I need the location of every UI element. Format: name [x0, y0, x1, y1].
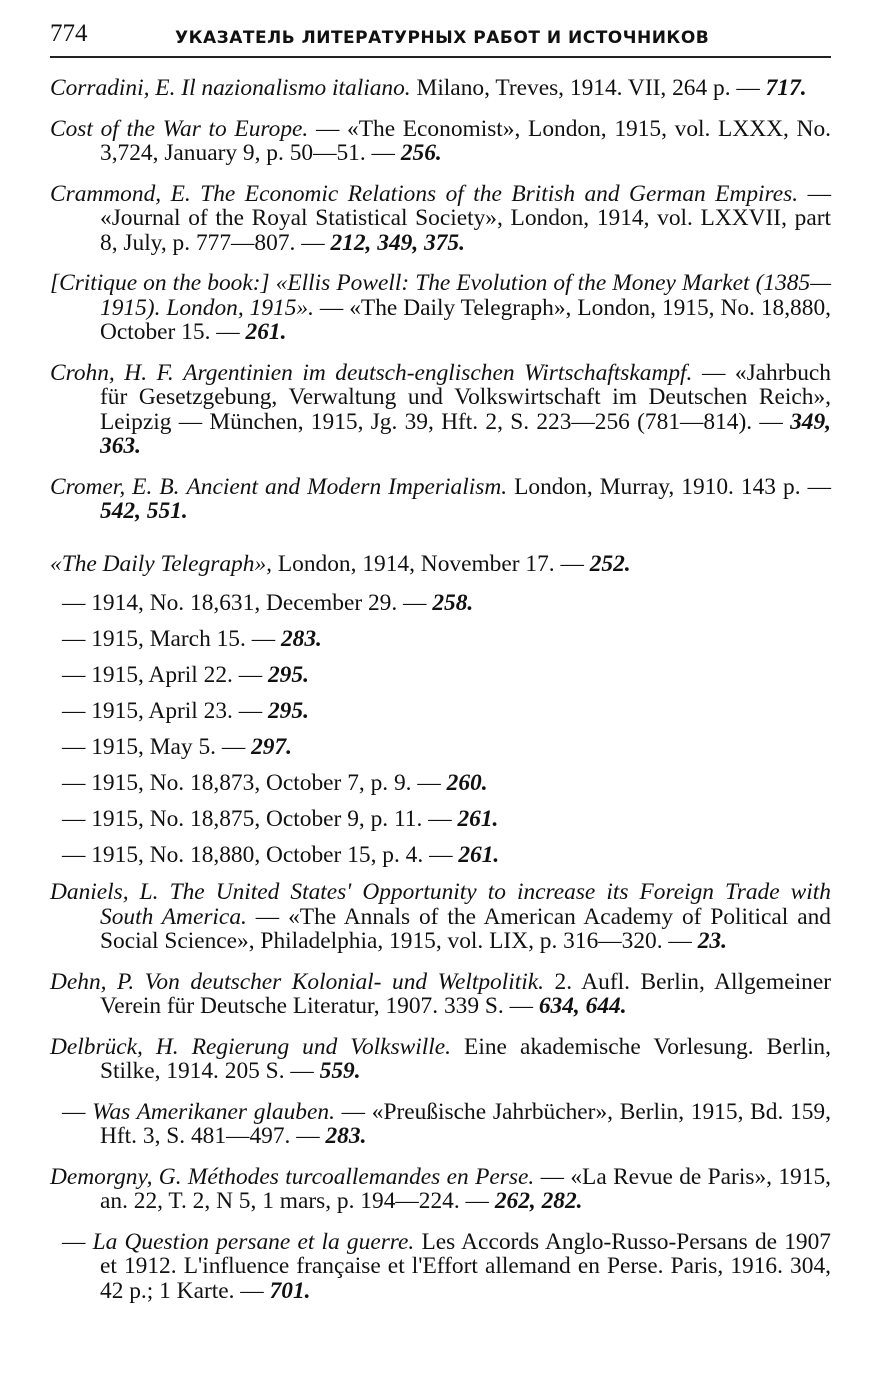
entry-details: — «Journal of the Royal Statistical Society», London, 1914, vol. LXXVII, part 8, July, p. 777—807. —: [100, 180, 831, 256]
entry-pages: 258.: [432, 590, 474, 616]
entry-author: Cromer, E. B.: [50, 473, 180, 500]
entry-details: 2. Aufl. Berlin, Allgemeiner Verein für Deutsche Literatur, 1907. 339 S. —: [100, 968, 832, 1019]
bibliography-subentry: [50, 700, 831, 723]
bibliography-entry: [50, 970, 831, 1019]
entry-pages: 349, 363.: [100, 408, 831, 459]
bibliography-subentry: [50, 664, 831, 687]
entry-title: Cost of the War to Europe.: [50, 115, 309, 142]
bibliography-entry: [50, 880, 831, 954]
entry-details: — 1915, No. 18,873, October 7, p. 9. —: [62, 770, 441, 796]
entry-pages: 261.: [245, 319, 287, 345]
entry-pages: 262, 282.: [494, 1188, 583, 1214]
entry-pages: 297.: [251, 734, 293, 760]
entry-title: Was Amerikaner glauben.: [92, 1098, 335, 1125]
bibliography-entry: [50, 76, 831, 101]
entry-pages: 717.: [765, 75, 807, 101]
entry-title: Regierung und Volkswille.: [191, 1033, 451, 1060]
bibliography-entry: [50, 1165, 831, 1214]
entry-pages: 295.: [267, 662, 309, 688]
entry-title: The United States' Opportunity to increase its Foreign Trade with South America.: [100, 879, 831, 930]
entry-details: — «The Annals of the American Academy of Political and Social Science», Philadelphia, 1915, vol. LIX, p. 316—320. —: [100, 903, 831, 954]
bibliography-entry: [50, 271, 831, 345]
entry-details: — 1915, April 22. —: [62, 662, 263, 688]
page-header: [50, 14, 831, 58]
entry-title: Il nazionalismo italiano.: [181, 75, 411, 101]
entry-details: London, 1914, November 17. —: [277, 550, 584, 577]
bibliography-subentry: [50, 1100, 831, 1149]
entry-pages: 252.: [589, 550, 631, 577]
entry-pages: 261.: [457, 806, 499, 832]
entry-author: Delbrück, H.: [50, 1033, 179, 1060]
entry-details: — 1915, May 5. —: [62, 734, 246, 760]
entry-pages: 701.: [269, 1277, 311, 1304]
entry-details: — 1915, No. 18,875, October 9, p. 11. —: [62, 806, 452, 832]
entry-author: Crohn, H. F.: [50, 359, 174, 386]
entry-title: [Critique on the book:] «Ellis Powell: The Evolution of the Money Market (1385—1915). London, 1915».: [50, 270, 831, 321]
bibliography-entry: [50, 475, 831, 524]
entry-details: — «The Economist», London, 1915, vol. LXXX, No. 3,724, January 9, p. 50—51. —: [100, 115, 831, 166]
entry-pages: 283.: [280, 626, 322, 652]
entry-details: — 1915, No. 18,880, October 15, p. 4. —: [62, 842, 453, 868]
page-number: 774: [50, 20, 88, 47]
entry-details: — 1915, March 15. —: [62, 626, 276, 652]
bibliography-subentry: [50, 844, 831, 867]
entry-author: Corradini, E.: [50, 75, 176, 101]
entry-title: Argentinien im deutsch-englischen Wirtschaftskampf.: [183, 359, 693, 386]
entry-pages: 634, 644.: [538, 993, 627, 1019]
entry-pages: 212, 349, 375.: [330, 229, 465, 256]
running-title: УКАЗАТЕЛЬ ЛИТЕРАТУРНЫХ РАБОТ И ИСТОЧНИКОВ: [175, 28, 710, 48]
entry-details: Les Accords Anglo-Russo-Persans de 1907 et 1912. L'influence française et l'Effort allemand en Perse. Paris, 1916. 304, 42 p.; 1 Karte. —: [100, 1228, 832, 1304]
entry-title: Méthodes turcoallemandes en Perse.: [187, 1163, 535, 1190]
bibliography-entry: [50, 1035, 831, 1084]
entry-title: La Question persane et la guerre.: [92, 1228, 415, 1255]
bibliography-entry: [50, 361, 831, 459]
bibliography-subentry: [50, 772, 831, 795]
entry-pages: 559.: [319, 1058, 361, 1084]
entry-details: London, Murray, 1910. 143 p. —: [514, 473, 831, 500]
entry-pages: 256.: [400, 140, 442, 166]
bibliography-subentry: [50, 808, 831, 831]
entry-lead-dash: —: [62, 1228, 86, 1255]
entry-author: Dehn, P.: [50, 968, 135, 995]
entry-details: Milano, Treves, 1914. VII, 264 p. —: [416, 75, 760, 101]
entry-details: Eine akademische Vorlesung. Berlin, Stilke, 1914. 205 S. —: [100, 1033, 831, 1084]
entry-details: — 1915, April 23. —: [62, 698, 263, 724]
bibliography-entry: [50, 552, 831, 577]
bibliography-subentry: [50, 592, 831, 615]
entry-lead-dash: —: [62, 1098, 86, 1125]
entry-details: — «La Revue de Paris», 1915, an. 22, T. 2, N 5, 1 mars, p. 194—224. —: [100, 1163, 831, 1214]
entry-pages: 542, 551.: [100, 498, 188, 524]
entry-pages: 260.: [446, 770, 488, 796]
entry-author: Daniels, L.: [50, 879, 159, 905]
bibliography-subentry: [50, 628, 831, 651]
entry-details: — «Preußische Jahrbücher», Berlin, 1915, Bd. 159, Hft. 3, S. 481—497. —: [100, 1098, 831, 1149]
entry-pages: 283.: [325, 1123, 367, 1149]
entry-pages: 261.: [458, 842, 500, 868]
bibliography-entry: [50, 117, 831, 166]
entry-title: Von deutscher Kolonial- und Weltpolitik.: [144, 968, 544, 995]
entry-title: Ancient and Modern Imperialism.: [186, 473, 508, 500]
bibliography-list: [50, 76, 831, 1319]
entry-pages: 295.: [267, 698, 309, 724]
entry-author: Demorgny, G.: [50, 1163, 182, 1190]
entry-details: — «The Daily Telegraph», London, 1915, No. 18,880, October 15. —: [100, 294, 831, 345]
bibliography-subentry: [50, 736, 831, 759]
entry-details: — «Jahrbuch für Gesetzgebung, Verwaltung und Volkswirtschaft im Deutschen Reich», Leipzig — München, 1915, Jg. 39, Hft. 2, S. 223—256 (781—814). —: [100, 359, 831, 435]
entry-author: Crammond, E.: [50, 180, 191, 207]
bibliography-subentry: [50, 1230, 831, 1304]
entry-details: — 1914, No. 18,631, December 29. —: [62, 590, 427, 616]
entry-title: The Economic Relations of the British and German Empires.: [200, 180, 799, 207]
entry-title: «The Daily Telegraph»,: [50, 550, 272, 577]
bibliography-entry: [50, 182, 831, 256]
entry-pages: 23.: [697, 928, 727, 954]
